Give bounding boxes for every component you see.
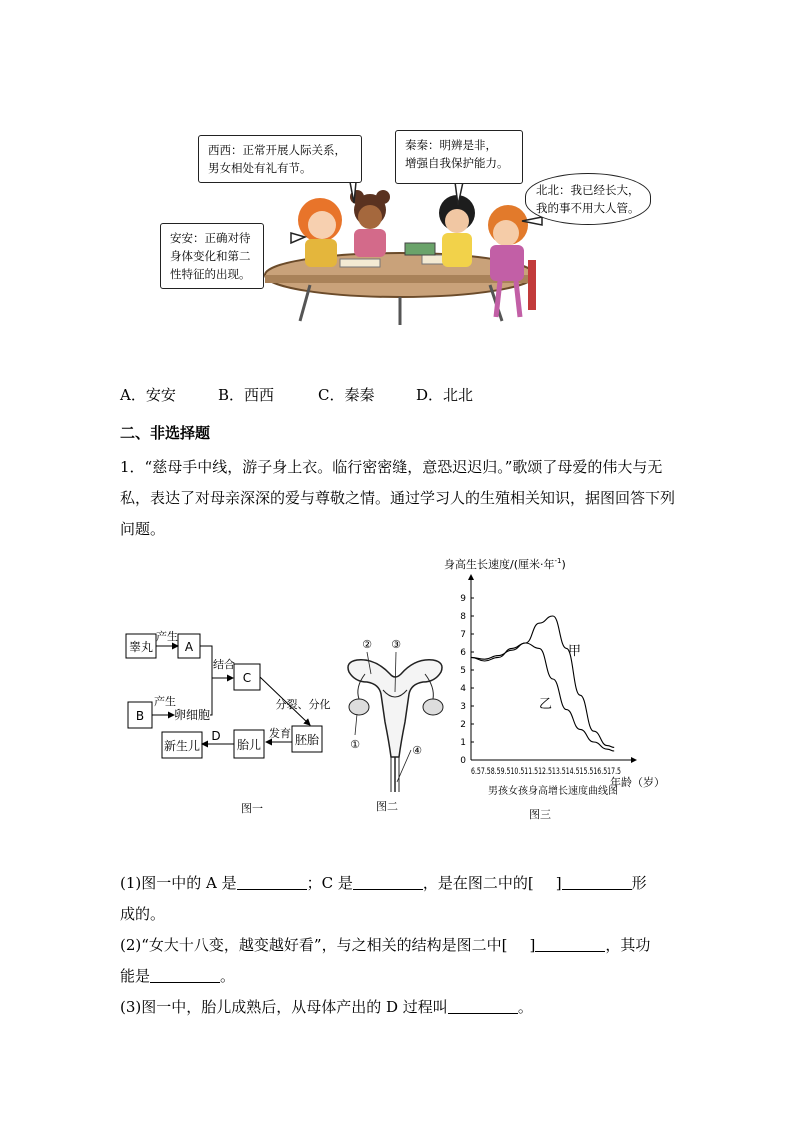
section-title: 二、非选择题	[120, 424, 211, 442]
chart-title-prefix: 身高生长速度/(厘米·年	[444, 558, 555, 571]
node-embryo: 胚胎	[294, 733, 320, 747]
answer-blank-c-location-number[interactable]	[534, 874, 556, 890]
edge-produce2: 产生	[154, 695, 176, 708]
subquestion-1-line1	[120, 868, 680, 899]
figure3-growth-chart	[438, 550, 670, 825]
bubble-qinqin-line1: 秦秦：明辨是非，	[405, 138, 497, 152]
q2-part5: 。	[220, 967, 236, 985]
option-c[interactable]: C．秦秦	[318, 386, 375, 404]
y-tick-label: 7	[460, 630, 466, 640]
y-tick-label: 0	[460, 756, 466, 766]
subquestion-3	[120, 992, 680, 1023]
series-label-jia: 甲	[568, 644, 582, 659]
q1-part2: ；C 是	[306, 874, 353, 892]
bubble-anan-line3: 性特征的出现。	[170, 267, 251, 281]
node-fetus: 胎儿	[236, 738, 262, 752]
y-tick-label: 2	[460, 720, 466, 730]
bubble-xixi-line1: 西西：正常开展人际关系，	[208, 143, 346, 157]
figure3-caption: 图三	[529, 808, 551, 821]
chart-x-ticks: 6.57.58.59.510.511.512.513.514.515.516.517.5	[471, 767, 621, 777]
subquestion-2-line1	[120, 930, 680, 961]
speech-bubble-beibei	[525, 173, 651, 225]
chart-series	[471, 616, 614, 751]
edge-produce1: 产生	[156, 630, 178, 643]
answer-blank-structure-number[interactable]	[507, 936, 529, 952]
bubble-xixi-line2: 男女相处有礼有节。	[208, 161, 312, 175]
bubble-beibei-line2: 我的事不用大人管。	[536, 201, 640, 215]
q2-part2: ]	[529, 936, 536, 954]
label-3: ③	[391, 638, 401, 651]
chart-x-unit: 年龄（岁）	[610, 776, 665, 789]
bubble-anan-line2: 身体变化和第二	[170, 249, 251, 263]
illustration	[150, 125, 670, 340]
bubble-anan-line1: 安安：正确对待	[170, 231, 251, 245]
answer-blank-function[interactable]	[150, 966, 220, 983]
series-line-jia	[471, 616, 614, 747]
q2-part4: 能是	[120, 967, 151, 985]
node-egg: 卵细胞	[173, 708, 211, 722]
node-newborn: 新生儿	[163, 739, 201, 753]
q1-part5: 形	[631, 874, 647, 892]
bubble-qinqin-line2: 增强自我保护能力。	[405, 156, 509, 170]
subquestion-3-line1	[120, 992, 680, 1023]
node-c: C	[242, 671, 252, 685]
q1-part4: ]	[555, 874, 562, 892]
edge-combine: 结合	[213, 658, 235, 671]
label-2: ②	[362, 638, 372, 651]
node-b: B	[135, 709, 145, 723]
edge-develop: 发育	[269, 727, 291, 740]
figure1-flow-diagram	[120, 620, 335, 820]
chart-y-ticks	[460, 594, 474, 766]
option-b[interactable]: B．西西	[218, 386, 275, 404]
subquestion-2	[120, 930, 680, 992]
chart-axes	[468, 574, 637, 763]
ovary-left	[349, 699, 369, 715]
speech-bubble-anan	[160, 223, 264, 289]
speech-bubble-qinqin	[395, 130, 523, 184]
chart-title	[444, 557, 566, 571]
option-a[interactable]: A．安安	[120, 386, 176, 404]
y-tick-label: 4	[460, 684, 466, 694]
answer-blank-c-location[interactable]	[562, 873, 632, 890]
answer-blank-structure[interactable]	[535, 935, 605, 952]
series-label-yi: 乙	[539, 697, 553, 712]
speech-bubble-xixi	[198, 135, 362, 183]
q3-part1: (3)图一中，胎儿成熟后，从母体产出的 D 过程叫	[120, 998, 448, 1016]
chart-x-label: 男孩女孩身高增长速度曲线图	[488, 786, 618, 797]
y-tick-label: 6	[460, 648, 466, 658]
question1-text: 1．“慈母手中线，游子身上衣。临行密密缝，意恐迟迟归。”歌颂了母爱的伟大与无私，表达了对母亲深深的爱与尊敬之情。通过学习人的生殖相关知识，据图回答下列问题。	[120, 458, 676, 538]
q1-part3: ，是在图二中的[	[422, 874, 534, 892]
subquestion-1	[120, 868, 680, 930]
y-tick-label: 9	[460, 594, 466, 604]
edge-d: D	[211, 729, 221, 743]
y-tick-label: 1	[460, 738, 466, 748]
edge-divide: 分裂、分化	[275, 698, 331, 711]
y-axis-arrow	[468, 574, 474, 580]
q2-part1: (2)“女大十八变，越变越好看”，与之相关的结构是图二中[	[120, 936, 508, 954]
chart-title-sup: -1	[554, 557, 562, 565]
node-a: A	[184, 640, 194, 654]
x-axis-arrow	[631, 757, 637, 763]
answer-blank-c[interactable]	[353, 873, 423, 890]
subquestion-2-line2	[120, 961, 680, 992]
answer-blank-a[interactable]	[237, 873, 307, 890]
y-tick-label: 3	[460, 702, 466, 712]
q3-part2: 。	[517, 998, 533, 1016]
answer-blank-d-process[interactable]	[448, 997, 518, 1014]
y-tick-label: 8	[460, 612, 466, 622]
chart-title-suffix: )	[561, 558, 566, 571]
q1-part1: (1)图一中的 A 是	[120, 874, 237, 892]
bubble-beibei-line1: 北北：我已经长大，	[536, 183, 640, 197]
figure2-reproductive-system	[335, 632, 455, 817]
figure1-caption: 图一	[241, 802, 263, 815]
label-4: ④	[412, 744, 422, 757]
subquestion-1-line2: 成的。	[120, 905, 166, 923]
option-d[interactable]: D．北北	[416, 386, 474, 404]
y-tick-label: 5	[460, 666, 466, 676]
label-1: ①	[350, 738, 360, 751]
q2-part3: ，其功	[605, 936, 651, 954]
node-testis: 睾丸	[128, 640, 154, 654]
figure2-caption: 图二	[376, 800, 398, 813]
